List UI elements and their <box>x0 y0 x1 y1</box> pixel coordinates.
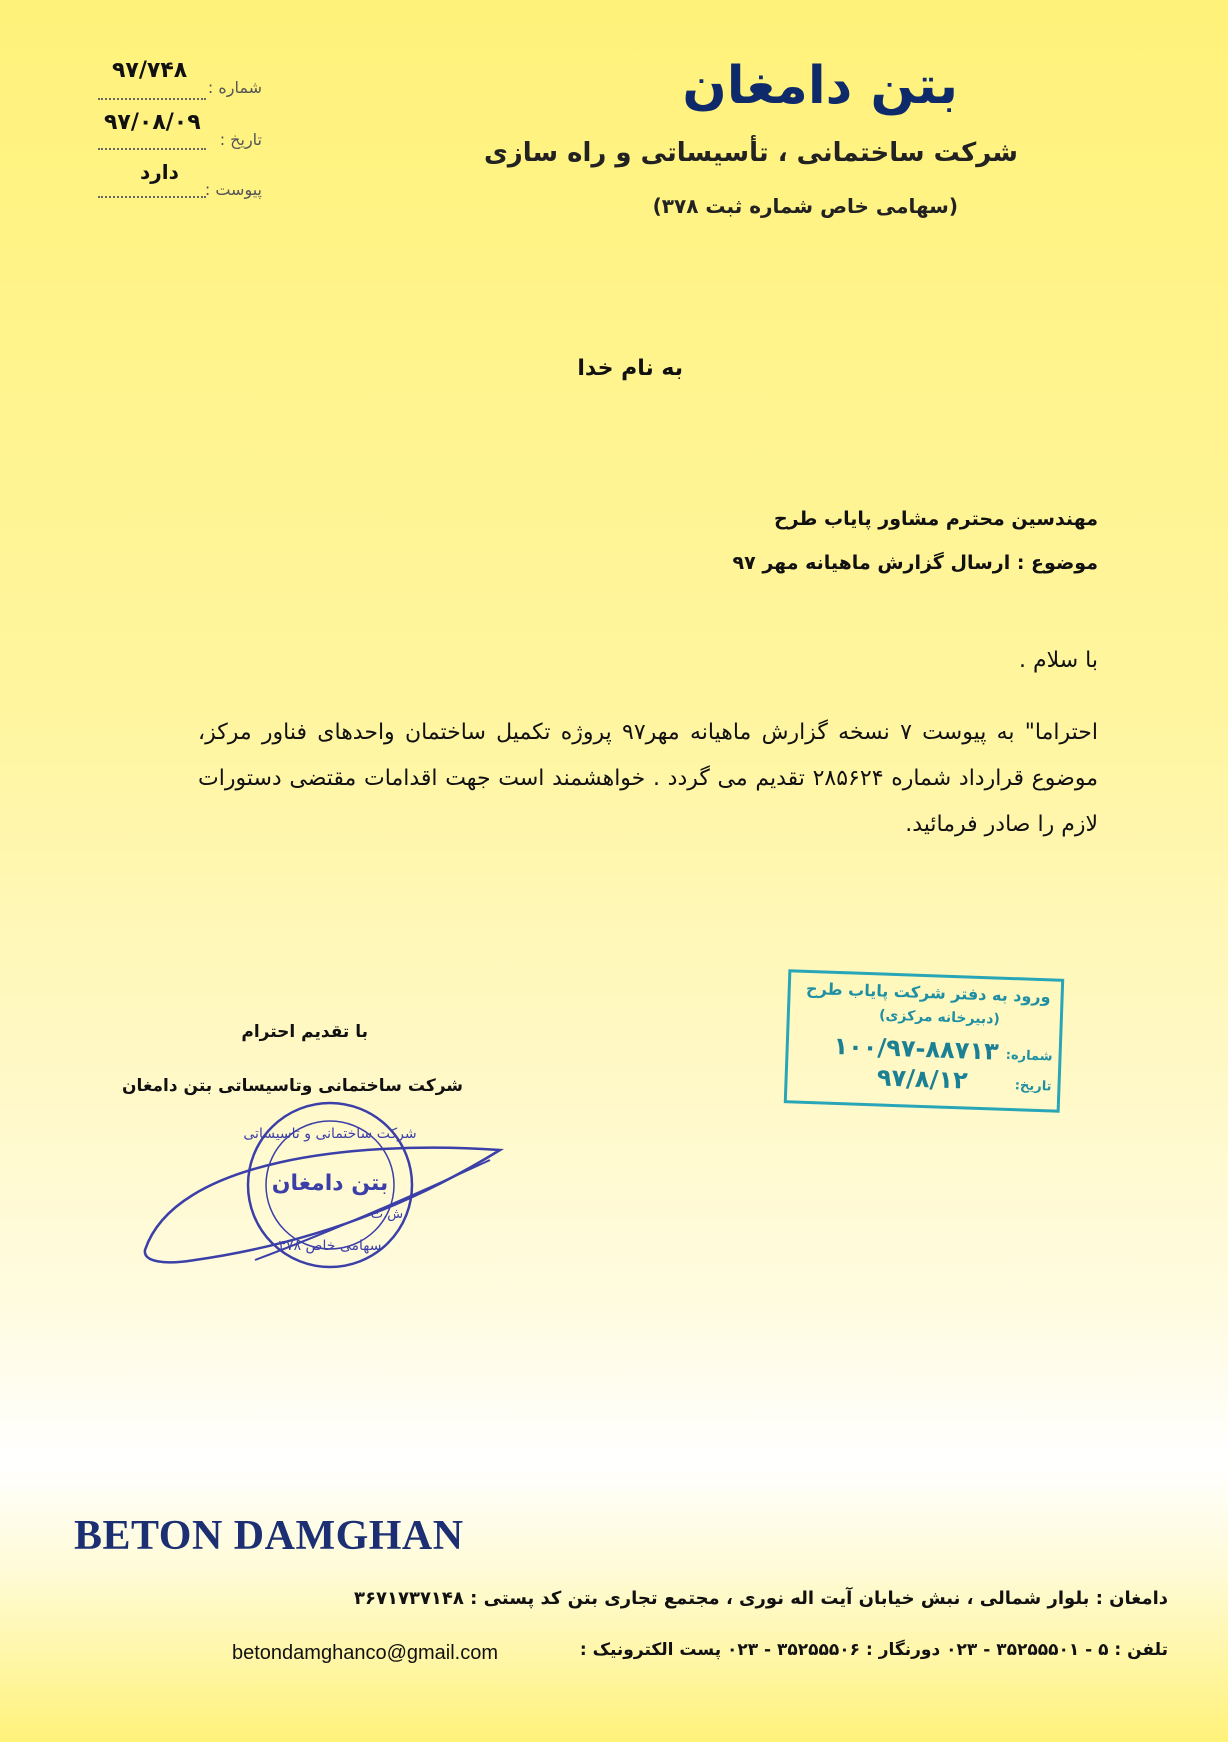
number-value: ۹۷/۷۴۸ <box>112 58 188 83</box>
seal-center-text: بتن دامغان <box>271 1171 389 1196</box>
date-label: تاریخ : <box>219 130 262 149</box>
footer-address: دامغان : بلوار شمالی ، نبش خیابان آیت اله نوری ، مجتمع تجاری بتن کد پستی : ۳۶۷۱۷۳۷۱۴۸ <box>354 1588 1168 1609</box>
footer-contact: تلفن : ۵ - ۳۵۲۵۵۵۰۱ - ۰۲۳ دورنگار : ۳۵۲۵۵۵۰۶ - ۰۲۳ پست الکترونیک : <box>579 1640 1168 1660</box>
brand-name-en: BETON DAMGHAN <box>74 1513 464 1559</box>
seal-sh-text: ش.ث <box>370 1207 404 1222</box>
seal-ring-text: شرکت ساختمانی و تاسیساتی <box>243 1126 417 1142</box>
stamp-subtitle: (دبیرخانه مرکزی) <box>878 1007 1001 1028</box>
stamp-title: ورود به دفتر شرکت پایاب طرح <box>805 978 1051 1007</box>
date-value: ۹۷/۰۸/۰۹ <box>104 110 201 135</box>
number-label: شماره : <box>207 78 262 97</box>
footer-email[interactable]: betondamghanco@gmail.com <box>232 1642 499 1664</box>
attachment-value: دارد <box>140 160 179 184</box>
number-line <box>98 98 206 100</box>
received-stamp <box>784 969 1065 1113</box>
closing-company: شرکت ساختمانی وتاسیساتی بتن دامغان <box>122 1076 463 1096</box>
registration-number: (سهامی خاص شماره ثبت ۳۷۸) <box>652 194 958 218</box>
basmala: به نام خدا <box>577 356 683 381</box>
stamp-date-value: ۹۷/۸/۱۲ <box>876 1063 969 1095</box>
addressee: مهندسین محترم مشاور پایاب طرح <box>773 508 1098 530</box>
company-logo-fa: بتن دامغان <box>682 56 958 116</box>
closing: با تقدیم احترام <box>241 1022 368 1042</box>
stamp-number-label: شماره: <box>1005 1047 1053 1065</box>
letter-body: احتراما" به پیوست ۷ نسخه گزارش ماهیانه مهر۹۷ پروژه تکمیل ساختمان واحدهای فناور مرکز، موضوع قرارداد شماره ۲۸۵۶۲۴ تقدیم می گردد . خواهشمند است جهت اقدامات مقتضی دستورات لازم را صادر فرمائید. <box>198 720 1099 837</box>
company-seal <box>135 1100 515 1300</box>
attachment-label: پیوست : <box>204 180 262 199</box>
greeting: با سلام . <box>1019 648 1098 673</box>
stamp-date-label: تاریخ: <box>1014 1078 1052 1095</box>
stamp-number-value: ۱۰۰/۹۷-۸۸۷۱۳ <box>833 1031 1000 1066</box>
date-line <box>98 148 206 150</box>
seal-bottom-text: سهامی خاص ۳۷۸ <box>278 1238 382 1254</box>
company-name-fa: شرکت ساختمانی ، تأسیساتی و راه سازی <box>483 138 1018 168</box>
attachment-line <box>98 196 206 198</box>
subject-line: موضوع : ارسال گزارش ماهیانه مهر ۹۷ <box>732 552 1098 574</box>
